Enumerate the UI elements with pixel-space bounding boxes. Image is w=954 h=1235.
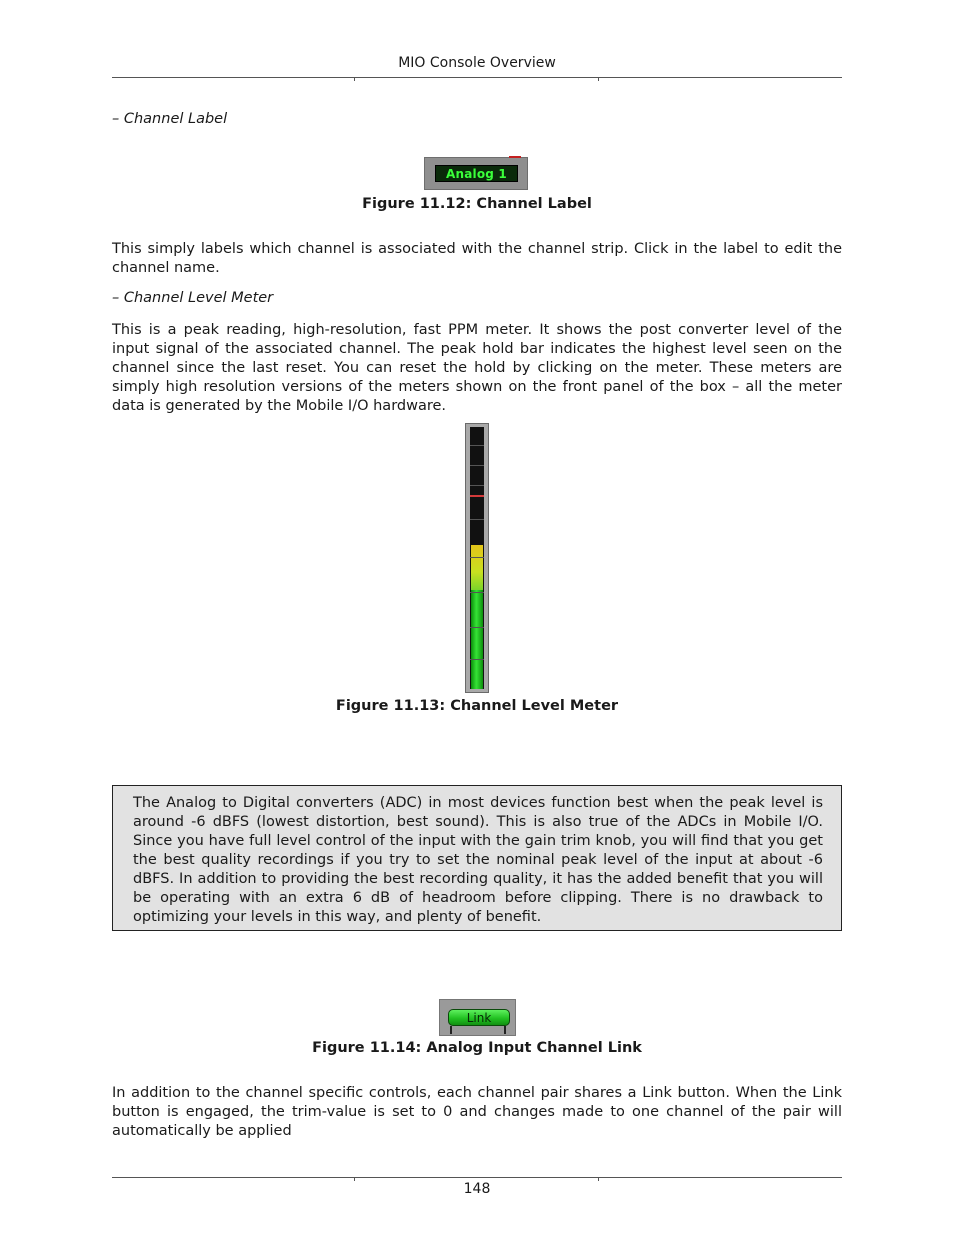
footer-rule	[112, 1177, 842, 1178]
channel-label-figure	[424, 157, 528, 190]
channel-meter-heading: – Channel Level Meter	[112, 290, 274, 306]
channel-meter-paragraph: This is a peak reading, high-resolution, fast PPM meter. It shows the post converter level of the input signal of the associated channel. The peak hold bar indicates the highest level seen on the channel since the last reset. You can reset the hold by clicking on the meter. These meters are simply high resolution versions of the meters shown on the front panel of the box – all the meter data is generated by the Mobile I/O hardware.	[112, 322, 842, 414]
link-button-label: Link	[466, 1010, 492, 1025]
meter-segment-divider	[470, 519, 484, 520]
channel-label-heading: – Channel Label	[112, 111, 228, 127]
link-bracket-left	[450, 1026, 452, 1034]
meter-segment-divider	[470, 557, 484, 558]
meter-peak-hold-bar	[470, 495, 484, 497]
meter-track	[470, 427, 484, 689]
link-paragraph: In addition to the channel specific controls, each channel pair shares a Link button. When the Link button is engaged, the trim-value is set to 0 and changes made to one channel of the pair will automatically be applied	[112, 1085, 842, 1139]
tip-note-text: The Analog to Digital converters (ADC) in most devices function best when the peak level is around -6 dBFS (lowest distortion, best sound). This is also true of the ADCs in Mobile I/O. Since you have full level control of the input with the gain trim knob, you will find that you get the best quality recordings if you try to set the nominal peak level of the input at about -6 dBFS. In addition to providing the best recording quality, it has the added benefit that you will be operating with an extra 6 dB of headroom before clipping. There is no drawback to optimizing your levels in this way, and plenty of benefit.	[133, 795, 823, 925]
channel-level-meter[interactable]	[465, 423, 489, 693]
tip-note-box	[112, 785, 842, 931]
figure-caption-11-13: Figure 11.13: Channel Level Meter	[335, 698, 619, 714]
channel-label-text: Analog 1	[445, 166, 507, 181]
meter-segment-divider	[470, 465, 484, 466]
link-button-figure	[439, 999, 516, 1036]
meter-segment-divider	[470, 659, 484, 660]
channel-label-field[interactable]	[435, 165, 518, 182]
meter-segment-divider	[470, 627, 484, 628]
link-bracket-right	[504, 1026, 506, 1034]
meter-fill-yellow	[471, 545, 483, 590]
header-rule	[112, 77, 842, 78]
meter-segment-divider	[470, 445, 484, 446]
figure-caption-11-12: Figure 11.12: Channel Label	[362, 196, 592, 212]
figure-caption-11-14: Figure 11.14: Analog Input Channel Link	[312, 1040, 642, 1056]
meter-segment-divider	[470, 592, 484, 593]
meter-fill-green	[471, 590, 483, 689]
page-number: 148	[463, 1181, 491, 1197]
link-button[interactable]	[448, 1009, 510, 1026]
meter-segment-divider	[470, 485, 484, 486]
channel-label-paragraph: This simply labels which channel is associated with the channel strip. Click in the label to edit the channel name.	[112, 241, 842, 276]
label-indicator-tick	[509, 156, 521, 158]
running-header: MIO Console Overview	[398, 55, 556, 71]
